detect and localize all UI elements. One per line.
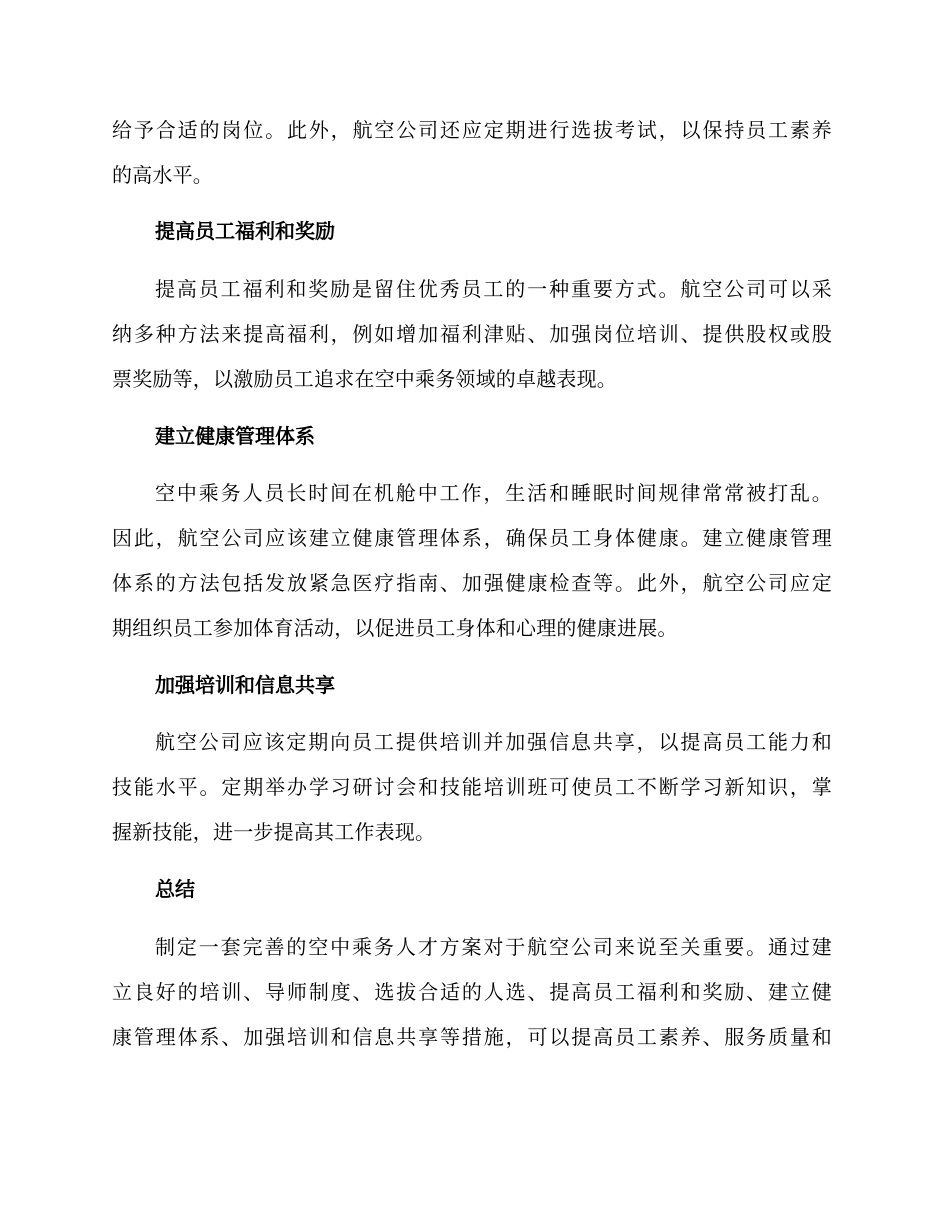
paragraph-line: 握新技能，进一步提高其工作表现。: [112, 820, 436, 844]
paragraph-line: 立良好的培训、导师制度、选拔合适的人选、提高员工福利和奖励、建立健: [112, 980, 832, 1004]
paragraph-line: 制定一套完善的空中乘务人才方案对于航空公司来说至关重要。通过建: [155, 935, 832, 959]
section-heading-summary: 总结: [155, 877, 195, 901]
paragraph-line: 纳多种方法来提高福利，例如增加福利津贴、加强岗位培训、提供股权或股: [112, 322, 832, 346]
paragraph-line: 康管理体系、加强培训和信息共享等措施，可以提高员工素养、服务质量和: [112, 1025, 832, 1049]
paragraph-line: 提高员工福利和奖励是留住优秀员工的一种重要方式。航空公司可以采: [155, 277, 832, 301]
paragraph-line: 的高水平。: [112, 163, 213, 187]
paragraph-benefits: [112, 267, 832, 402]
paragraph-health: [112, 471, 832, 651]
paragraph-training: [112, 720, 832, 855]
paragraph-line: 技能水平。定期举办学习研讨会和技能培训班可使员工不断学习新知识，掌: [112, 775, 832, 799]
paragraph-line: 航空公司应该定期向员工提供培训并加强信息共享，以提高员工能力和: [155, 730, 832, 754]
paragraph-intro: [112, 108, 832, 198]
paragraph-summary: [112, 925, 832, 1060]
paragraph-line: 给予合适的岗位。此外，航空公司还应定期进行选拔考试，以保持员工素养: [112, 118, 832, 142]
section-heading-health: 建立健康管理体系: [155, 424, 315, 448]
section-heading-benefits: 提高员工福利和奖励: [155, 219, 335, 243]
paragraph-line: 票奖励等，以激励员工追求在空中乘务领域的卓越表现。: [112, 367, 617, 391]
paragraph-line: 体系的方法包括发放紧急医疗指南、加强健康检查等。此外，航空公司应定: [112, 571, 832, 595]
paragraph-line: 期组织员工参加体育活动，以促进员工身体和心理的健康进展。: [112, 616, 678, 640]
paragraph-line: 因此，航空公司应该建立健康管理体系，确保员工身体健康。建立健康管理: [112, 526, 832, 550]
paragraph-line: 空中乘务人员长时间在机舱中工作，生活和睡眠时间规律常常被打乱。: [155, 481, 832, 505]
section-heading-training: 加强培训和信息共享: [155, 673, 335, 697]
